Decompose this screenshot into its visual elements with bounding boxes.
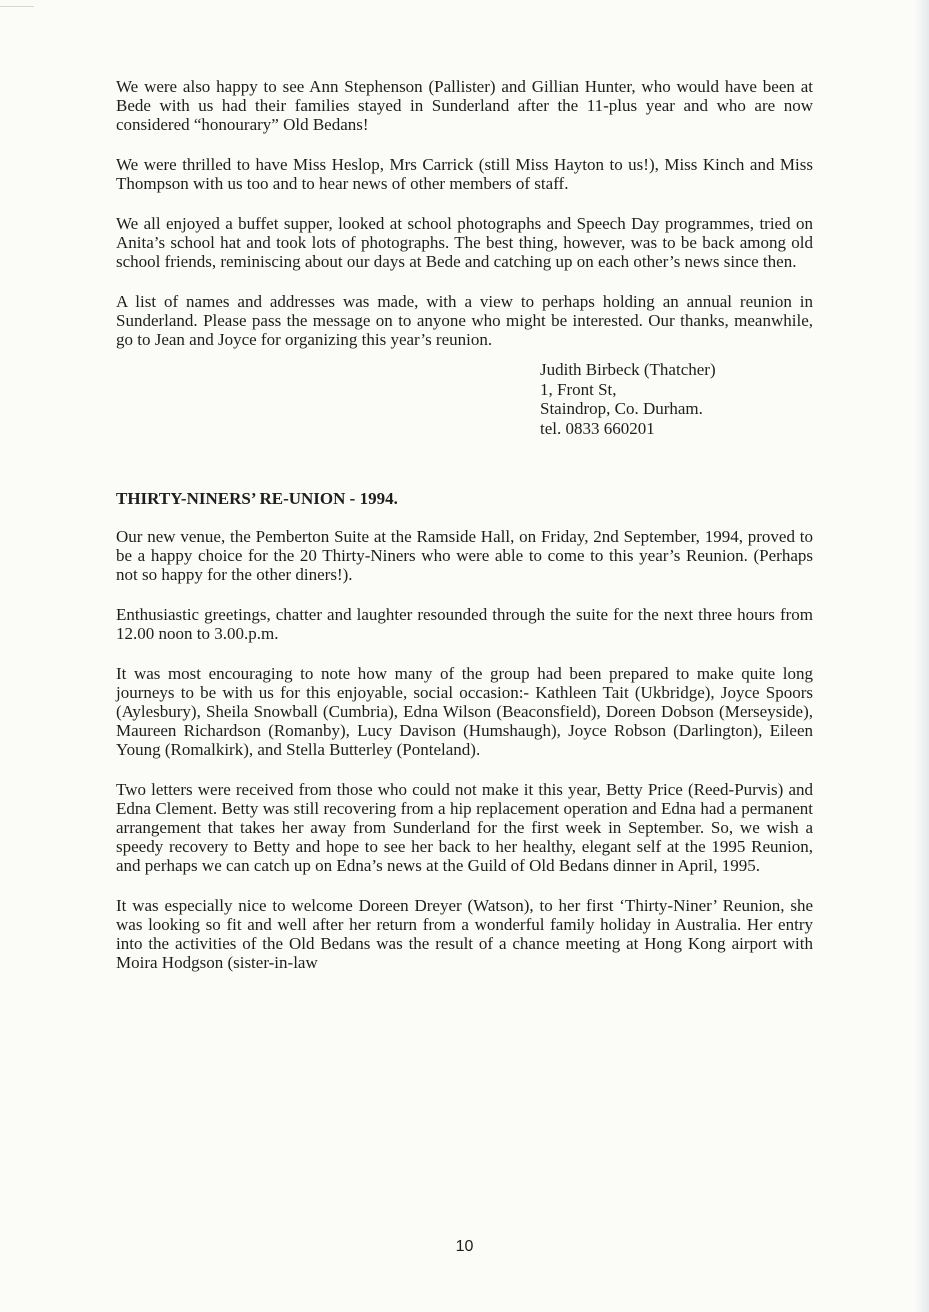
page-content (116, 77, 813, 993)
page-number: 10 (455, 1238, 474, 1255)
scan-mark (0, 6, 34, 7)
paragraph: Two letters were received from those who could not make it this year, Betty Price (Reed-Purvis) and Edna Clement. Betty was still recovering from a hip replacement operation and Edna had a permanent arrangement that takes her away from Sunderland for the first week in September. So, we wish a speedy recovery to Betty and hope to see her back to her healthy, elegant self at the 1995 Reunion, and perhaps we can catch up on Edna’s news at the Guild of Old Bedans dinner in April, 1995. (116, 780, 813, 875)
paragraph: We all enjoyed a buffet supper, looked at school photographs and Speech Day programmes, tried on Anita’s school hat and took lots of photographs. The best thing, however, was to be back among old school friends, reminiscing about our days at Bede and catching up on each other’s news since then. (116, 214, 813, 271)
page-edge-shadow (915, 0, 929, 1312)
paragraph: It was most encouraging to note how many of the group had been prepared to make quite long journeys to be with us for this enjoyable, social occasion:- Kathleen Tait (Ukbridge), Joyce Spoors (Aylesbury), Sheila Snowball (Cumbria), Edna Wilson (Beaconsfield), Doreen Dobson (Merseyside), Maureen Richardson (Romanby), Lucy Davison (Humshaugh), Joyce Robson (Darlington), Eileen Young (Romalkirk), and Stella Butterley (Ponteland). (116, 664, 813, 759)
paragraph: We were also happy to see Ann Stephenson (Pallister) and Gillian Hunter, who would have been at Bede with us had their families stayed in Sunderland after the 11-plus year and who are now considered “honourary” Old Bedans! (116, 77, 813, 134)
signature-phone: tel. 0833 660201 (540, 418, 655, 438)
paragraph: Our new venue, the Pemberton Suite at the Ramside Hall, on Friday, 2nd September, 1994, proved to be a happy choice for the 20 Thirty-Niners who were able to come to this year’s Reunion. (Perhaps not so happy for the other diners!). (116, 527, 813, 584)
paragraph: It was especially nice to welcome Doreen Dreyer (Watson), to her first ‘Thirty-Niner’ Reunion, she was looking so fit and well after her return from a wonderful family holiday in Australia. Her entry into the activities of the Old Bedans was the result of a chance meeting at Hong Kong airport with Moira Hodgson (sister-in-law (116, 896, 813, 972)
paragraph: Enthusiastic greetings, chatter and laughter resounded through the suite for the next three hours from 12.00 noon to 3.00.p.m. (116, 605, 813, 643)
signature-name: Judith Birbeck (Thatcher) (540, 360, 716, 379)
paragraph: A list of names and addresses was made, with a view to perhaps holding an annual reunion in Sunderland. Please pass the message on to anyone who might be interested. Our thanks, meanwhile, go to Jean and Joyce for organizing this year’s reunion. (116, 292, 813, 349)
signature-address-line: Staindrop, Co. Durham. (540, 399, 703, 418)
paragraph: We were thrilled to have Miss Heslop, Mrs Carrick (still Miss Hayton to us!), Miss Kinch and Miss Thompson with us too and to hear news of other members of staff. (116, 155, 813, 193)
section-heading: THIRTY-NINERS’ RE-UNION - 1994. (116, 489, 398, 508)
signature-address-line: 1, Front St, (540, 379, 617, 399)
signature-block (540, 360, 813, 438)
